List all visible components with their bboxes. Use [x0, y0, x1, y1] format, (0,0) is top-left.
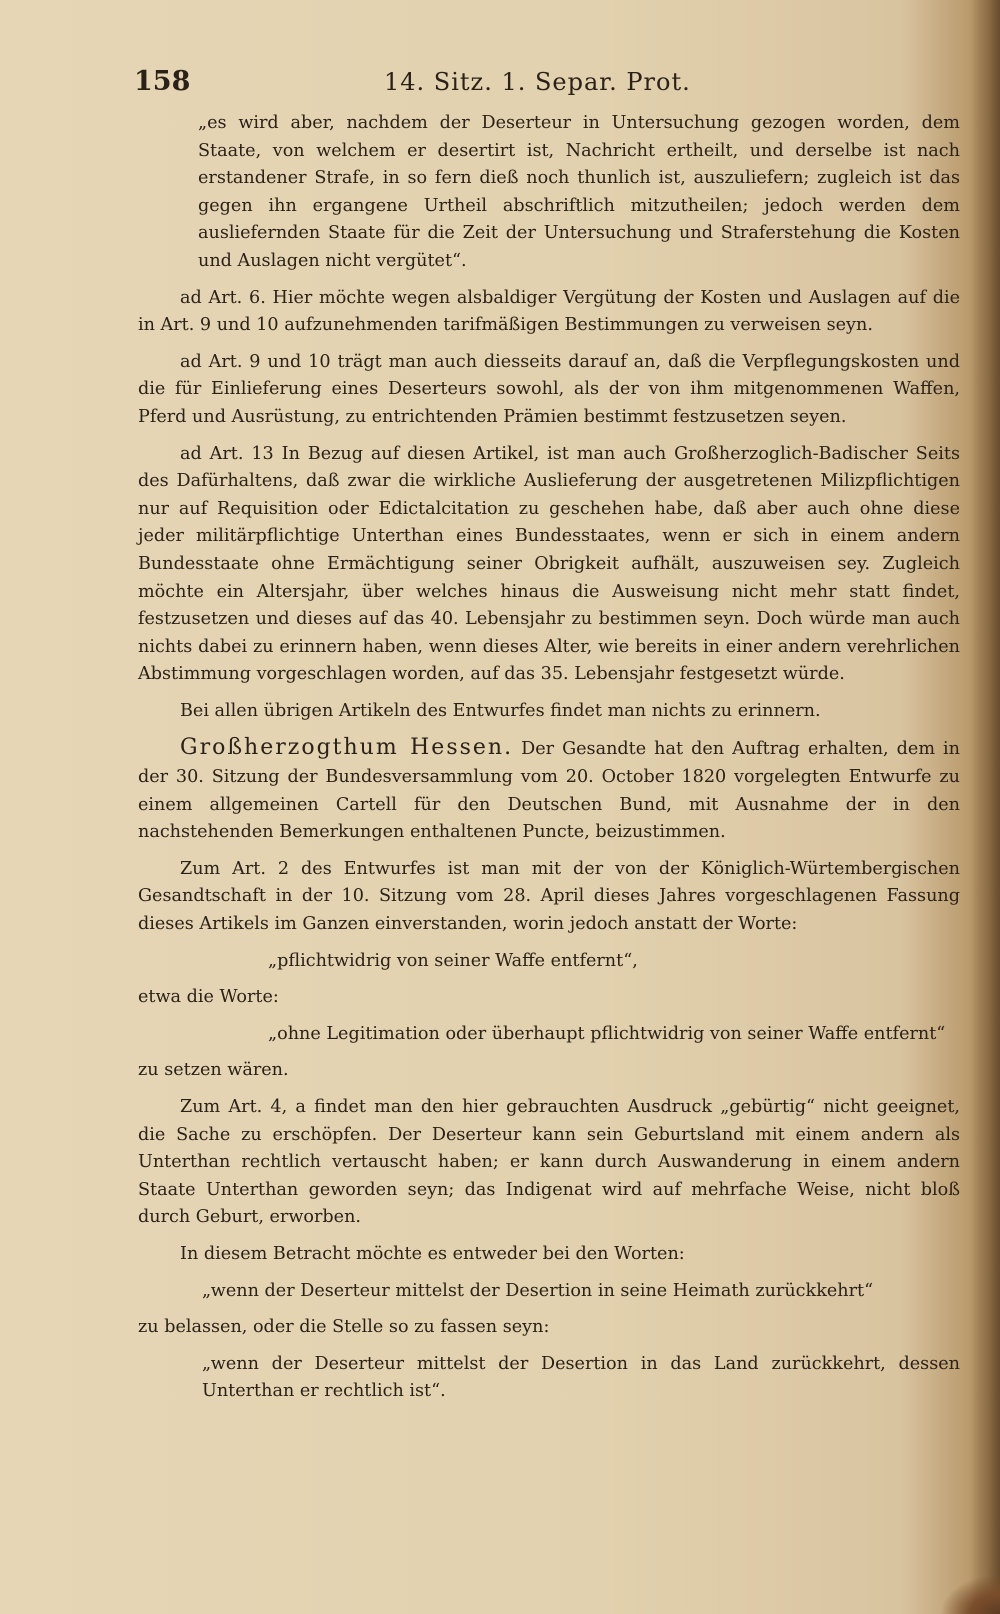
paragraph-art9-10: ad Art. 9 und 10 trägt man auch diesseits darauf an, daß die Verpflegungskosten und die für Einlieferung eines Deserteurs sowohl, als der von ihm mitgenommenen Waffen, Pferd und Ausrüstung, zu entrichtenden Prämien bestimmt festzusetzen seyen. — [138, 351, 960, 427]
body-text — [138, 110, 960, 1415]
page-corner-stain — [940, 1574, 1000, 1614]
paragraph-hessen — [138, 734, 960, 846]
quote-paragraph: „es wird aber, nachdem der Deserteur in Untersuchung gezogen worden, dem Staate, von welchem er desertirt ist, Nachricht ertheilt, und derselbe ist nach erstandener Strafe, in so fern dieß noch thunlich ist, auszuliefern; zugleich ist das gegen ihn ergangene Urtheil abschriftlich mitzutheilen; jedoch werden dem ausliefernden Staate für die Zeit der Untersuchung und Straferstehung die Kosten und Auslagen nicht vergütet“. — [198, 113, 960, 271]
paragraph-betracht: In diesem Betracht möchte es entweder bei den Worten: — [180, 1243, 685, 1264]
line-zu-setzen: zu setzen wären. — [138, 1060, 289, 1081]
page-edge-shadow — [970, 0, 1000, 1614]
quote-line-2: „ohne Legitimation oder überhaupt pflichtwidrig von seiner Waffe entfernt“ — [268, 1023, 946, 1044]
page-number: 158 — [134, 66, 191, 97]
page-header — [134, 66, 704, 100]
section-title: Großherzogthum Hessen. — [180, 735, 514, 761]
line-etwa: etwa die Worte: — [138, 987, 279, 1008]
paragraph-art6: ad Art. 6. Hier möchte wegen alsbaldiger Vergütung der Kosten und Auslagen auf die in Art. 9 und 10 aufzunehmenden tarifmäßigen Bestimmungen zu verweisen seyn. — [138, 287, 960, 336]
quote-line-1: „pflichtwidrig von seiner Waffe entfernt“, — [268, 950, 638, 971]
paragraph-art13: ad Art. 13 In Bezug auf diesen Artikel, ist man auch Großherzoglich-Badischer Seits des Dafürhaltens, daß zwar die wirkliche Auslieferung der ausgetretenen Milizpflichtigen nur auf Requisition oder Edictalcitation zu geschehen habe, daß aber auch ohne diese jeder militärpflichtige Unterthan eines Bundesstaates, wenn er sich in einem andern Bundesstaate ohne Ermächtigung seiner Obrigkeit aufhält, auszuweisen sey. Zugleich möchte ein Altersjahr, über welches hinaus die Ausweisung nicht mehr statt findet, festzusetzen und dieses auf das 40. Lebensjahr zu bestimmen seyn. Doch würde man auch nichts dabei zu erinnern haben, wenn dieses Alter, wie bereits in einer andern verehrlichen Abstimmung vorgeschlagen worden, auf das 35. Lebensjahr festgesetzt würde. — [138, 443, 960, 685]
paragraph-art2: Zum Art. 2 des Entwurfes ist man mit der von der Königlich-Würtembergischen Gesandtschaft in der 10. Sitzung vom 28. April dieses Jahres vorgeschlagenen Fassung dieses Artikels im Ganzen einverstanden, worin jedoch anstatt der Worte: — [138, 858, 960, 935]
paragraph-remaining-articles: Bei allen übrigen Artikeln des Entwurfes findet man nichts zu erinnern. — [180, 700, 821, 721]
quote-line-4: „wenn der Deserteur mittelst der Desertion in das Land zurückkehrt, dessen Unterthan er rechtlich ist“. — [202, 1353, 960, 1402]
quote-line-3: „wenn der Deserteur mittelst der Desertion in seine Heimath zurückkehrt“ — [202, 1280, 874, 1301]
line-zu-belassen: zu belassen, oder die Stelle so zu fassen seyn: — [138, 1317, 550, 1338]
running-head: 14. Sitz. 1. Separ. Prot. — [384, 68, 691, 96]
paragraph-art4: Zum Art. 4, a findet man den hier gebrauchten Ausdruck „gebürtig“ nicht geeignet, die Sache zu erschöpfen. Der Deserteur kann sein Geburtsland mit einem andern als Unterthan rechtlich vertauscht haben; er kann durch Auswanderung in einem andern Staate Unterthan geworden seyn; das Indigenat wird auf mehrfache Weise, nicht bloß durch Geburt, erworben. — [138, 1097, 960, 1228]
paragraph-hessen-text: Der Gesandte hat den Auftrag erhalten, dem in der 30. Sitzung der Bundesversammlung vom 20. October 1820 vorgelegten Entwurfe zu einem allgemeinen Cartell für den Deutschen Bund, mit Ausnahme der in den nachstehenden Bemerkungen enthaltenen Puncte, beizustimmen. — [138, 739, 960, 843]
